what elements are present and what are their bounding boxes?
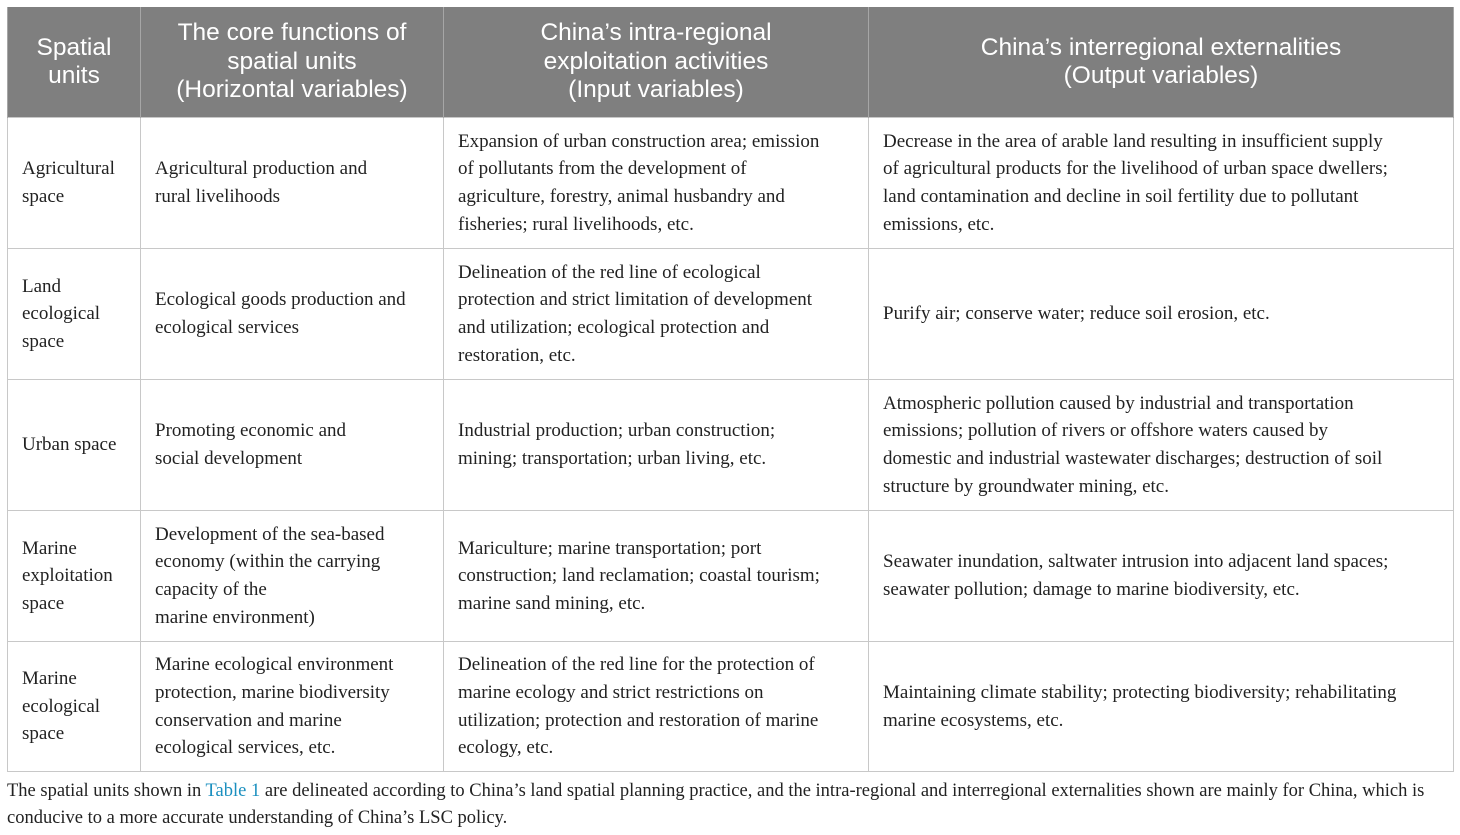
table-row (8, 118, 1454, 249)
header-row (8, 7, 1454, 118)
cell-spatial-unit: Land ecological space (8, 249, 141, 380)
cell-input-activity: Expansion of urban construction area; emission of pollutants from the development of agriculture, forestry, animal husbandry and fisheries; rural livelihoods, etc. (444, 118, 869, 249)
cell-input-activity: Industrial production; urban construction; mining; transportation; urban living, etc. (444, 380, 869, 511)
table-row (8, 642, 1454, 772)
data-table-container (7, 7, 1453, 772)
cell-core-function: Development of the sea-based economy (within the carrying capacity of the marine environment) (141, 511, 444, 642)
table-1-link[interactable]: Table 1 (205, 781, 261, 801)
header-output-variables: China’s interregional externalities (Output variables) (869, 7, 1454, 118)
footnote-text-after: are delineated according to China’s land spatial planning practice, and the intra-regional and interregional externalities shown are mainly for China, which is conducive to a more accurate understanding of China’s LSC policy. (7, 781, 1425, 828)
cell-output-externality: Atmospheric pollution caused by industrial and transportation emissions; pollution of rivers or offshore waters caused by domestic and industrial wastewater discharges; destruction of soil structure by groundwater mining, etc. (869, 380, 1454, 511)
cell-output-externality: Purify air; conserve water; reduce soil erosion, etc. (869, 249, 1454, 380)
table-footnote (7, 778, 1453, 832)
cell-input-activity: Delineation of the red line for the protection of marine ecology and strict restrictions on utilization; protection and restoration of marine ecology, etc. (444, 642, 869, 772)
table-row (8, 511, 1454, 642)
spatial-units-table (7, 7, 1454, 772)
cell-output-externality: Decrease in the area of arable land resulting in insufficient supply of agricultural products for the livelihood of urban space dwellers; land contamination and decline in soil fertility due to pollutant emissions, etc. (869, 118, 1454, 249)
table-header (8, 7, 1454, 118)
cell-spatial-unit: Agricultural space (8, 118, 141, 249)
cell-output-externality: Maintaining climate stability; protecting biodiversity; rehabilitating marine ecosystems, etc. (869, 642, 1454, 772)
cell-spatial-unit: Marine ecological space (8, 642, 141, 772)
cell-core-function: Agricultural production and rural livelihoods (141, 118, 444, 249)
cell-spatial-unit: Urban space (8, 380, 141, 511)
cell-output-externality: Seawater inundation, saltwater intrusion into adjacent land spaces; seawater pollution; damage to marine biodiversity, etc. (869, 511, 1454, 642)
cell-input-activity: Mariculture; marine transportation; port construction; land reclamation; coastal tourism; marine sand mining, etc. (444, 511, 869, 642)
table-row (8, 249, 1454, 380)
cell-core-function: Ecological goods production and ecological services (141, 249, 444, 380)
footnote-text-before: The spatial units shown in (7, 781, 206, 801)
header-core-functions: The core functions of spatial units (Horizontal variables) (141, 7, 444, 118)
header-input-variables: China’s intra-regional exploitation activities (Input variables) (444, 7, 869, 118)
cell-core-function: Marine ecological environment protection, marine biodiversity conservation and marine ecological services, etc. (141, 642, 444, 772)
table-row (8, 380, 1454, 511)
header-spatial-units: Spatial units (8, 7, 141, 118)
cell-core-function: Promoting economic and social development (141, 380, 444, 511)
cell-spatial-unit: Marine exploitation space (8, 511, 141, 642)
cell-input-activity: Delineation of the red line of ecological protection and strict limitation of development and utilization; ecological protection and restoration, etc. (444, 249, 869, 380)
table-body (8, 118, 1454, 772)
